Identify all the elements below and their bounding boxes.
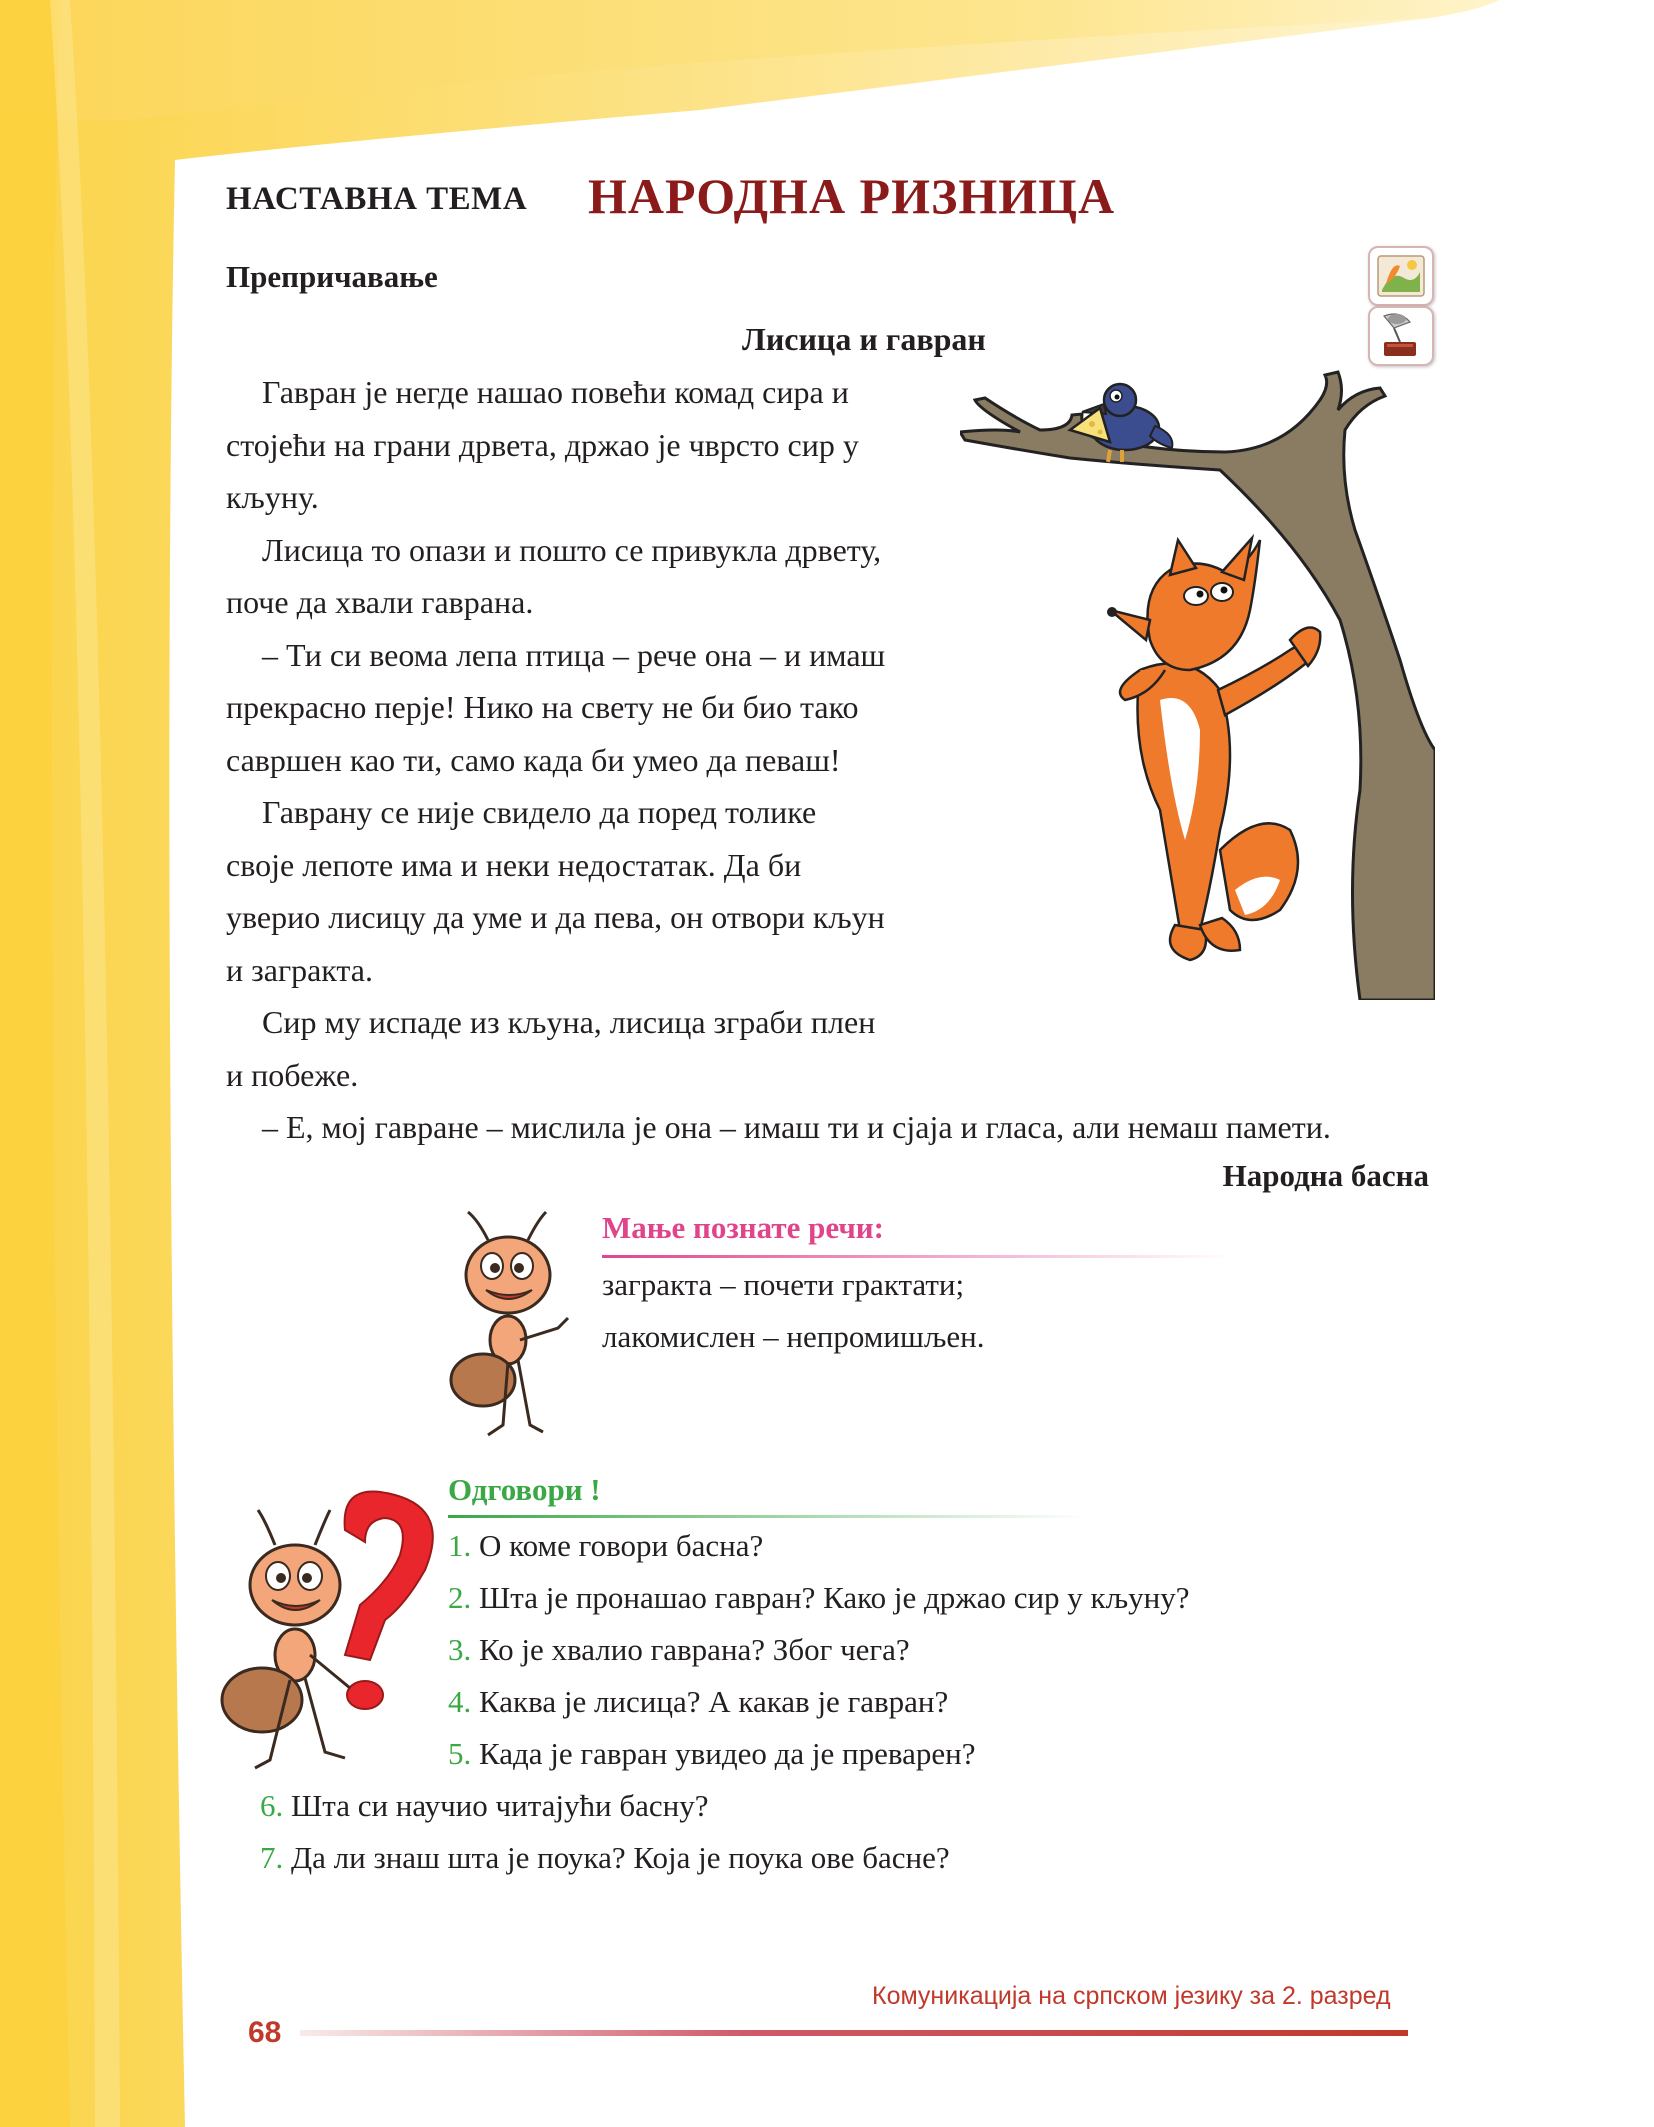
audio-button[interactable] [1368,306,1434,366]
topic-title: НАРОДНА РИЗНИЦА [588,168,1116,224]
story-title: Лисица и гавран [742,321,986,357]
ant-mascot-question [220,1490,455,1775]
question-number: 3. [448,1632,472,1667]
question-text: О коме говори басна? [479,1528,764,1563]
ant-mascot-glossary [448,1210,593,1445]
questions-underline [448,1515,1088,1518]
fox-crow-illustration [960,370,1435,1000]
questions-title: Одговори ! [448,1472,601,1507]
question-item [448,1676,948,1729]
section-heading: Препричавање [226,259,438,294]
story-line: Гаврану се није свидело да поред толике [262,794,817,830]
story-line: кљуну. [226,479,319,515]
question-item [448,1572,1190,1625]
story-line: Гавран је негде нашао повећи комад сира и [262,374,849,410]
question-item [448,1728,976,1781]
footer-rule [300,2030,1408,2036]
question-text: Да ли знаш шта је поука? Која је поука ове басне? [291,1840,950,1875]
question-text: Шта си научио читајући басну? [291,1788,709,1823]
question-text: Када је гавран увидео да је преварен? [479,1736,976,1771]
question-text: Ко је хвалио гаврана? Због чега? [479,1632,910,1667]
story-line: прекрасно перје! Нико на свету не би био тако [226,689,859,725]
question-number: 1. [448,1528,472,1563]
page-number: 68 [248,2016,282,2049]
story-line: и побеже. [226,1056,359,1093]
topic-label: НАСТАВНА ТЕМА [226,181,528,217]
book-title: Комуникација на српском језику за 2. разред [872,1982,1391,2010]
question-text: Шта је пронашао гавран? Како је држао сир у кљуну? [479,1580,1190,1615]
glossary-underline [602,1255,1232,1258]
question-number: 2. [448,1580,472,1615]
story-line: своје лепоте има и неки недостатак. Да би [226,846,802,883]
story-line: уверио лисицу да уме и да пева, он отвори кљун [226,899,885,935]
story-line: – Ти си веома лепа птица – рече она – и имаш [262,636,886,673]
glossary-item: лакомислен – непромишљен. [602,1319,985,1354]
story-line: Лисица то опази и пошто се привукла дрвету, [262,531,882,568]
question-item [260,1780,708,1833]
picture-button[interactable] [1368,246,1434,306]
gramophone-icon [1370,308,1432,364]
story-line: Сир му испаде из кљуна, лисица зграби плен [262,1004,876,1040]
question-item [448,1520,763,1573]
story-line: – Е, мој гавране – мислила је она – имаш ти и сјаја и гласа, али немаш памети. [262,1109,1331,1145]
story-line: и загракта. [226,951,373,988]
question-item [448,1624,910,1677]
glossary-title: Мање познате речи: [602,1210,884,1245]
story-line: поче да хвали гаврана. [226,584,534,620]
question-number: 5. [448,1736,472,1771]
question-number: 4. [448,1684,472,1719]
story-line: стојећи на грани дрвета, држао је чврсто сир у [226,426,859,463]
picture-icon [1370,248,1432,304]
story-line: савршен као ти, само када би умео да певаш! [226,741,841,778]
question-text: Каква је лисица? А какав је гавран? [479,1684,949,1719]
story-source: Народна басна [1222,1158,1429,1193]
glossary-item: загракта – почети грактати; [602,1267,965,1302]
question-item [260,1832,950,1885]
question-number: 7. [260,1840,284,1875]
question-number: 6. [260,1788,284,1823]
